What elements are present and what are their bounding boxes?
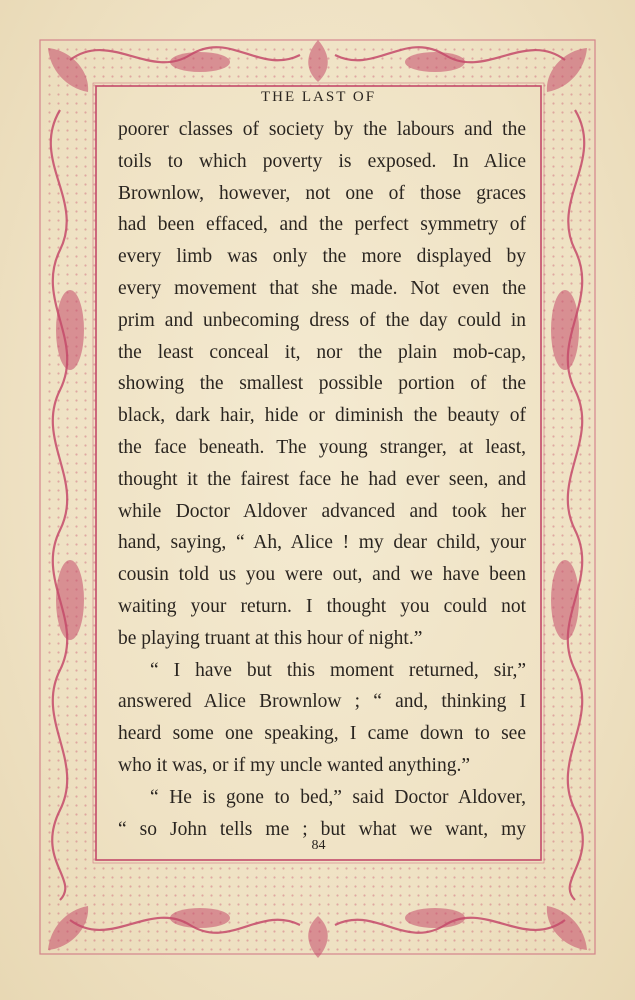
text-line: the least conceal it, nor the plain mob-cap, xyxy=(118,341,526,363)
text-line: showing the smallest possible portion of the xyxy=(118,373,526,395)
text-line: cousin told us you were out, and we have been xyxy=(118,564,526,586)
body-text xyxy=(118,114,526,845)
text-line: be playing truant at this hour of night.” xyxy=(118,627,423,649)
text-line: toils to which poverty is exposed. In Alice xyxy=(118,150,526,172)
page-number: 84 xyxy=(311,838,326,853)
text-line: the face beneath. The young stranger, at least, xyxy=(118,436,526,458)
text-line: while Doctor Aldover advanced and took her xyxy=(118,500,526,522)
text-line: black, dark hair, hide or diminish the beauty of xyxy=(118,405,526,427)
text-line: “ I have but this moment returned, sir,” xyxy=(150,659,526,681)
text-line: hand, saying, “ Ah, Alice ! my dear child, your xyxy=(118,532,526,554)
text-line: thought it the fairest face he had ever seen, and xyxy=(118,468,526,490)
text-line: waiting your return. I thought you could not xyxy=(118,595,526,617)
text-line: poorer classes of society by the labours and the xyxy=(118,119,526,140)
running-head: THE LAST OF xyxy=(260,89,377,105)
text-line: prim and unbecoming dress of the day could in xyxy=(118,309,526,331)
text-line: who it was, or if my uncle wanted anything.” xyxy=(118,754,470,776)
text-line: heard some one speaking, I came down to see xyxy=(118,723,526,745)
text-line: “ so John tells me ; but what we want, my xyxy=(118,818,526,840)
text-line: answered Alice Brownlow ; “ and, thinking I xyxy=(118,691,526,713)
text-line: every limb was only the more displayed by xyxy=(118,246,526,268)
text-line: every movement that she made. Not even the xyxy=(118,277,526,299)
text-line: had been effaced, and the perfect symmetry of xyxy=(118,214,526,236)
text-line: Brownlow, however, not one of those graces xyxy=(118,182,526,204)
text-line: “ He is gone to bed,” said Doctor Aldover, xyxy=(150,786,526,808)
